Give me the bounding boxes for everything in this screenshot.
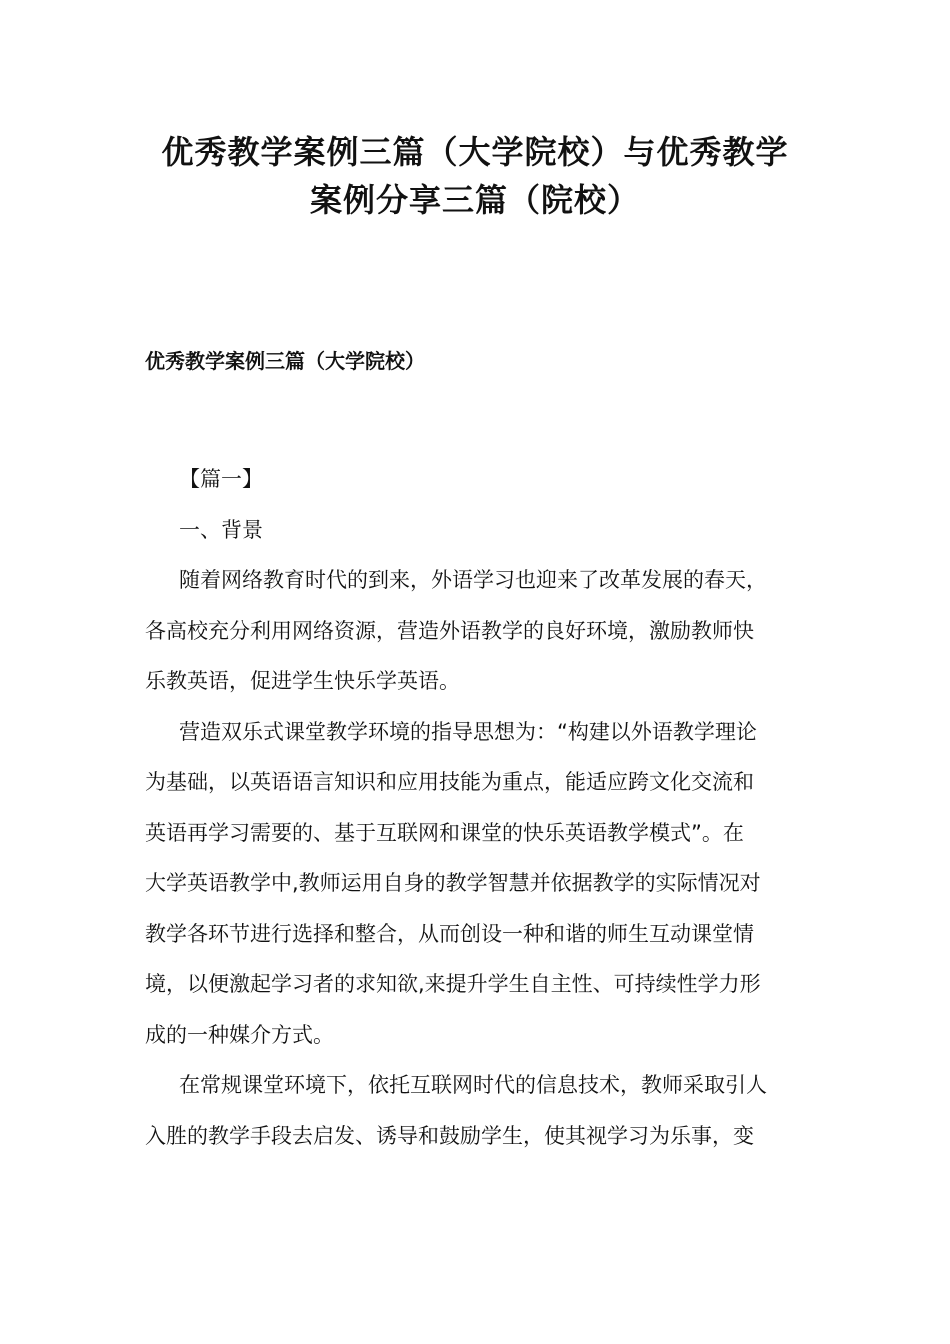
paragraph-line: 乐教英语，促进学生快乐学英语。 bbox=[145, 669, 460, 693]
paragraph-line: 入胜的教学手段去启发、诱导和鼓励学生，使其视学习为乐事，变 bbox=[145, 1123, 754, 1148]
paragraph-line: 随着网络教育时代的到来，外语学习也迎来了改革发展的春天， bbox=[179, 568, 767, 592]
paragraph-3 bbox=[145, 1060, 805, 1161]
document-title bbox=[140, 128, 810, 224]
paragraph-line: 教学各环节进行选择和整合，从而创设一种和谐的师生互动课堂情 bbox=[145, 921, 754, 946]
title-line-2: 案例分享三篇（院校） bbox=[309, 181, 640, 219]
part-label: 【篇一】 bbox=[179, 467, 263, 491]
paragraph-line: 营造双乐式课堂教学环境的指导思想为：“构建以外语教学理论 bbox=[179, 719, 757, 744]
paragraph-line: 各高校充分利用网络资源，营造外语教学的良好环境，激励教师快 bbox=[145, 618, 754, 643]
paragraph-1 bbox=[145, 555, 805, 707]
section-heading: 优秀教学案例三篇（大学院校） bbox=[145, 349, 425, 373]
paragraph-line: 成的一种媒介方式。 bbox=[145, 1022, 334, 1047]
paragraph-2 bbox=[145, 707, 805, 1061]
subheading-background: 一、背景 bbox=[179, 517, 263, 542]
paragraph-line: 为基础，以英语语言知识和应用技能为重点，能适应跨文化交流和 bbox=[145, 770, 754, 794]
paragraph-line: 境，以便激起学习者的求知欲,来提升学生自主性、可持续性学力形 bbox=[145, 972, 761, 996]
paragraph-line: 在常规课堂环境下，依托互联网时代的信息技术，教师采取引人 bbox=[179, 1073, 767, 1097]
document-body bbox=[145, 454, 805, 1161]
paragraph-line: 大学英语教学中,教师运用自身的教学智慧并依据教学的实际情况对 bbox=[145, 871, 761, 895]
paragraph-line: 英语再学习需要的、基于互联网和课堂的快乐英语教学模式”。在 bbox=[145, 820, 744, 845]
title-line-1: 优秀教学案例三篇（大学院校）与优秀教学 bbox=[161, 133, 789, 171]
